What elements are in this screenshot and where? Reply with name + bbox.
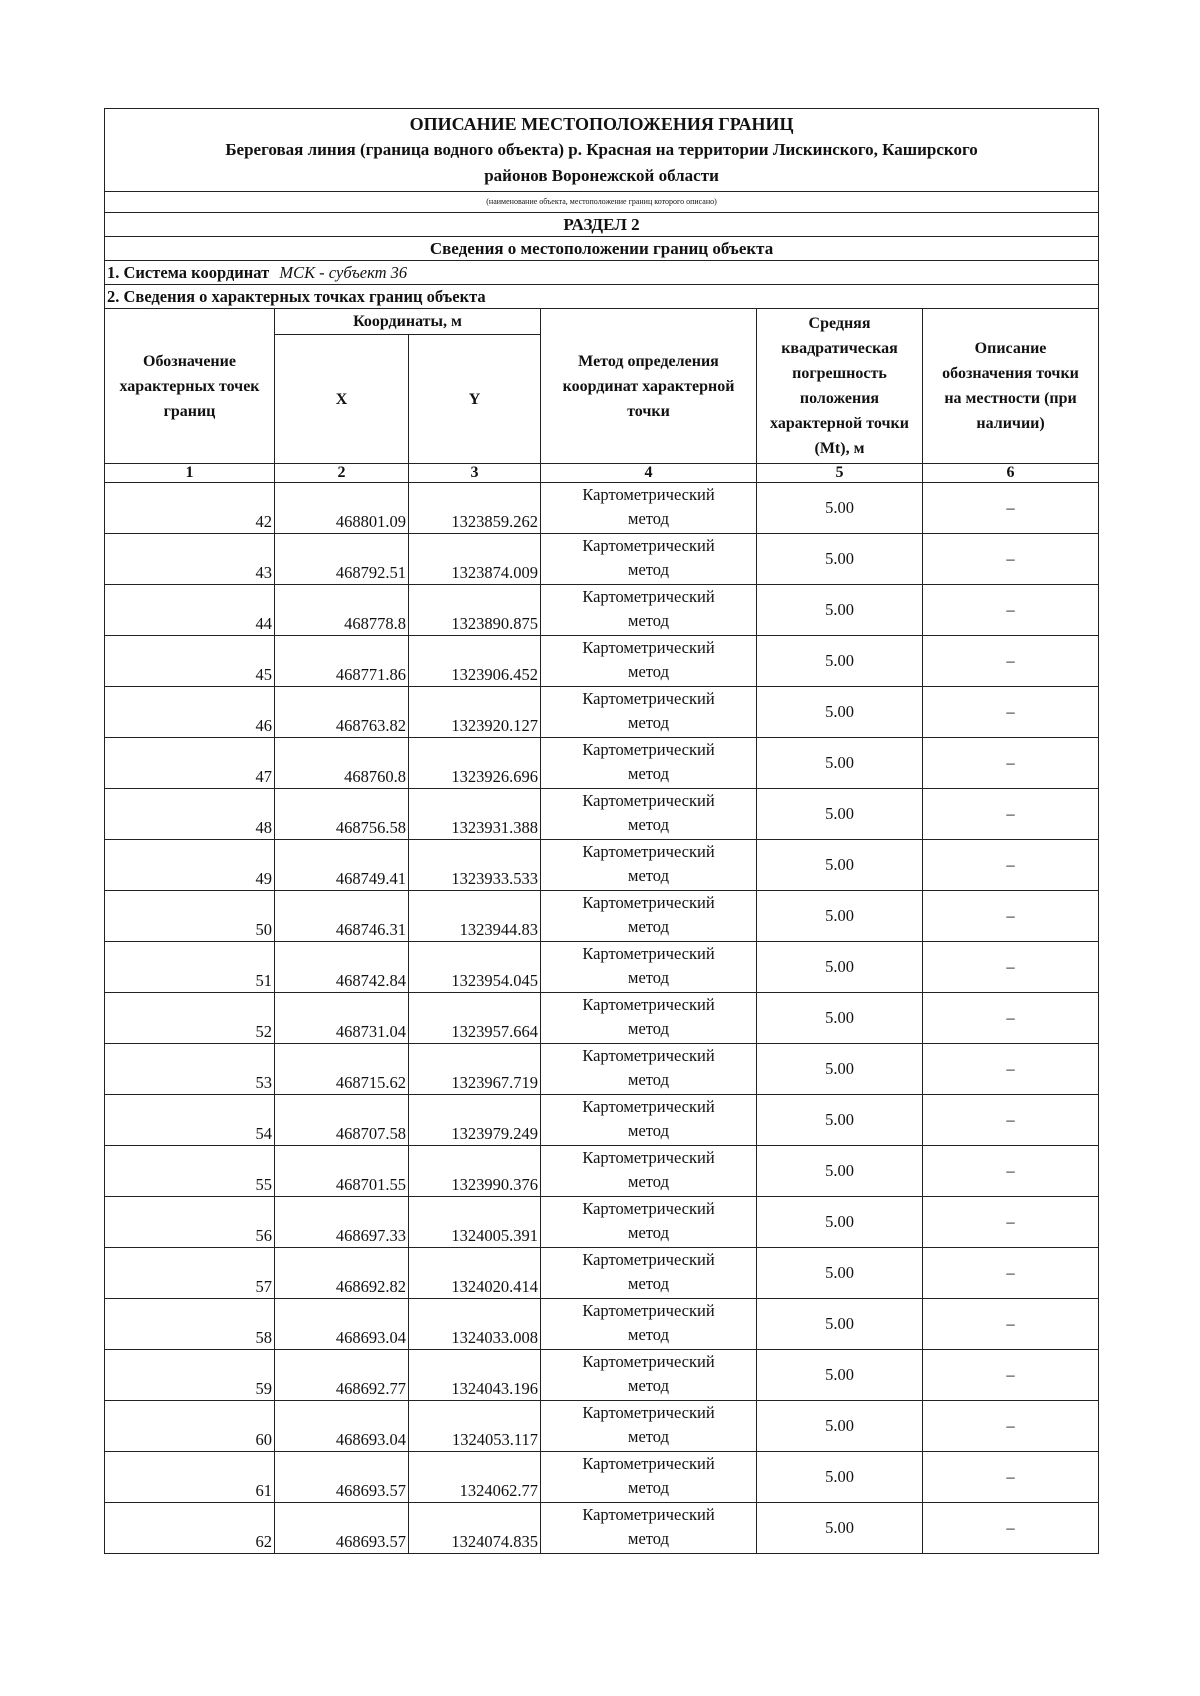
x-coordinate-cell: 468760.8 [275,738,409,789]
table-row [105,840,1099,891]
point-cell: 52 [105,993,275,1044]
boundary-description-sheet [104,108,1098,1554]
x-coordinate-cell: 468692.82 [275,1248,409,1299]
description-cell: – [923,1350,1099,1401]
col-number-2: 2 [275,464,409,483]
table-row [105,1146,1099,1197]
point-cell: 53 [105,1044,275,1095]
method-cell [541,942,757,993]
mt-cell: 5.00 [757,585,923,636]
col-header-y: Y [409,335,541,464]
x-coordinate-cell: 468749.41 [275,840,409,891]
y-coordinate-cell: 1323990.376 [409,1146,541,1197]
col-number-3: 3 [409,464,541,483]
method-cell [541,585,757,636]
object-name-line2: районов Воронежской области [484,166,719,185]
method-line1: Картометрический [582,740,715,759]
mt-cell: 5.00 [757,738,923,789]
col-header-mt: Средняя квадратическая погрешность положения характерной точки (Mt), м [757,309,923,464]
mt-cell: 5.00 [757,1044,923,1095]
method-cell [541,534,757,585]
method-cell [541,1401,757,1452]
table-row [105,1248,1099,1299]
point-cell: 49 [105,840,275,891]
table-row [105,687,1099,738]
point-cell: 59 [105,1350,275,1401]
method-line2: метод [628,866,669,885]
col-header-point: Обозначение характерных точек границ [105,309,275,464]
method-line1: Картометрический [582,1403,715,1422]
table-row [105,534,1099,585]
description-cell: – [923,1248,1099,1299]
method-line1: Картометрический [582,485,715,504]
mt-cell: 5.00 [757,1503,923,1554]
method-line2: метод [628,1478,669,1497]
description-cell: – [923,1299,1099,1350]
point-cell: 50 [105,891,275,942]
y-coordinate-cell: 1324043.196 [409,1350,541,1401]
table-row [105,1452,1099,1503]
method-line2: метод [628,1274,669,1293]
mt-cell: 5.00 [757,789,923,840]
document-title: ОПИСАНИЕ МЕСТОПОЛОЖЕНИЯ ГРАНИЦ [409,114,794,134]
y-coordinate-cell: 1323944.83 [409,891,541,942]
method-line2: метод [628,713,669,732]
point-cell: 60 [105,1401,275,1452]
col-header-desc: Описание обозначения точки на местности (при наличии) [923,309,1099,464]
mt-cell: 5.00 [757,1350,923,1401]
description-cell: – [923,534,1099,585]
method-cell [541,1146,757,1197]
method-line1: Картометрический [582,995,715,1014]
method-line2: метод [628,1529,669,1548]
method-line1: Картометрический [582,893,715,912]
method-line1: Картометрический [582,1097,715,1116]
method-cell [541,738,757,789]
description-cell: – [923,1197,1099,1248]
x-coordinate-cell: 468771.86 [275,636,409,687]
y-coordinate-cell: 1323979.249 [409,1095,541,1146]
method-line1: Картометрический [582,944,715,963]
method-line1: Картометрический [582,1352,715,1371]
x-coordinate-cell: 468693.04 [275,1299,409,1350]
col-number-5: 5 [757,464,923,483]
x-coordinate-cell: 468778.8 [275,585,409,636]
point-cell: 62 [105,1503,275,1554]
table-row [105,789,1099,840]
method-cell [541,1452,757,1503]
table-row [105,1299,1099,1350]
x-coordinate-cell: 468701.55 [275,1146,409,1197]
method-cell [541,993,757,1044]
method-line1: Картометрический [582,536,715,555]
x-coordinate-cell: 468693.57 [275,1503,409,1554]
x-coordinate-cell: 468763.82 [275,687,409,738]
method-cell [541,840,757,891]
description-cell: – [923,687,1099,738]
mt-cell: 5.00 [757,1452,923,1503]
description-cell: – [923,993,1099,1044]
method-line2: метод [628,1325,669,1344]
point-cell: 46 [105,687,275,738]
table-row [105,1197,1099,1248]
object-caption: (наименование объекта, местоположение границ которого описано) [105,192,1099,213]
description-cell: – [923,1146,1099,1197]
x-coordinate-cell: 468792.51 [275,534,409,585]
mt-cell: 5.00 [757,1146,923,1197]
y-coordinate-cell: 1323920.127 [409,687,541,738]
method-line2: метод [628,815,669,834]
y-coordinate-cell: 1323957.664 [409,993,541,1044]
description-cell: – [923,636,1099,687]
x-coordinate-cell: 468801.09 [275,483,409,534]
description-cell: – [923,1503,1099,1554]
x-coordinate-cell: 468693.57 [275,1452,409,1503]
point-cell: 55 [105,1146,275,1197]
col-header-x: X [275,335,409,464]
method-line1: Картометрический [582,1250,715,1269]
y-coordinate-cell: 1323967.719 [409,1044,541,1095]
y-coordinate-cell: 1324020.414 [409,1248,541,1299]
table-row [105,891,1099,942]
point-cell: 54 [105,1095,275,1146]
description-cell: – [923,942,1099,993]
y-coordinate-cell: 1324005.391 [409,1197,541,1248]
section-subtitle: Сведения о местоположении границ объекта [105,237,1099,261]
y-coordinate-cell: 1324062.77 [409,1452,541,1503]
x-coordinate-cell: 468731.04 [275,993,409,1044]
method-cell [541,1248,757,1299]
section-title: РАЗДЕЛ 2 [105,213,1099,237]
mt-cell: 5.00 [757,687,923,738]
method-line2: метод [628,1376,669,1395]
x-coordinate-cell: 468693.04 [275,1401,409,1452]
description-cell: – [923,840,1099,891]
y-coordinate-cell: 1324053.117 [409,1401,541,1452]
x-coordinate-cell: 468697.33 [275,1197,409,1248]
coord-system-label: 1. Система координат [107,262,270,282]
description-cell: – [923,891,1099,942]
y-coordinate-cell: 1323906.452 [409,636,541,687]
y-coordinate-cell: 1323926.696 [409,738,541,789]
coord-system-row [105,261,1099,285]
table-row [105,483,1099,534]
method-line2: метод [628,1427,669,1446]
table-row [105,1503,1099,1554]
mt-cell: 5.00 [757,840,923,891]
table-row [105,636,1099,687]
point-cell: 43 [105,534,275,585]
point-cell: 61 [105,1452,275,1503]
method-line2: метод [628,611,669,630]
x-coordinate-cell: 468692.77 [275,1350,409,1401]
description-cell: – [923,789,1099,840]
point-cell: 51 [105,942,275,993]
y-coordinate-cell: 1323890.875 [409,585,541,636]
method-line1: Картометрический [582,791,715,810]
y-coordinate-cell: 1324074.835 [409,1503,541,1554]
method-cell [541,1503,757,1554]
method-line1: Картометрический [582,1505,715,1524]
description-cell: – [923,1452,1099,1503]
mt-cell: 5.00 [757,1401,923,1452]
method-line2: метод [628,560,669,579]
method-line1: Картометрический [582,1301,715,1320]
point-cell: 58 [105,1299,275,1350]
description-cell: – [923,483,1099,534]
points-heading: 2. Сведения о характерных точках границ объекта [105,285,1099,309]
table-row [105,738,1099,789]
method-line2: метод [628,1223,669,1242]
method-cell [541,1197,757,1248]
method-line2: метод [628,1019,669,1038]
y-coordinate-cell: 1324033.008 [409,1299,541,1350]
method-cell [541,636,757,687]
boundary-table [104,108,1099,1554]
method-line1: Картометрический [582,1199,715,1218]
method-line2: метод [628,509,669,528]
method-cell [541,1350,757,1401]
mt-cell: 5.00 [757,891,923,942]
method-cell [541,483,757,534]
method-cell [541,1299,757,1350]
table-row [105,1401,1099,1452]
document-header [105,109,1099,192]
method-line2: метод [628,1172,669,1191]
col-header-coords: Координаты, м [275,309,541,335]
description-cell: – [923,585,1099,636]
method-line2: метод [628,1070,669,1089]
table-row [105,1095,1099,1146]
method-line1: Картометрический [582,638,715,657]
object-name-line1: Береговая линия (граница водного объекта) р. Красная на территории Лискинского, Каширского [225,140,978,159]
method-line1: Картометрический [582,842,715,861]
col-header-method: Метод определения координат характерной точки [541,309,757,464]
description-cell: – [923,1095,1099,1146]
method-line2: метод [628,968,669,987]
mt-cell: 5.00 [757,1197,923,1248]
mt-cell: 5.00 [757,1248,923,1299]
y-coordinate-cell: 1323954.045 [409,942,541,993]
mt-cell: 5.00 [757,993,923,1044]
point-cell: 44 [105,585,275,636]
x-coordinate-cell: 468707.58 [275,1095,409,1146]
col-number-4: 4 [541,464,757,483]
method-cell [541,1095,757,1146]
point-cell: 57 [105,1248,275,1299]
point-cell: 47 [105,738,275,789]
method-line1: Картометрический [582,1046,715,1065]
method-line2: метод [628,1121,669,1140]
method-line1: Картометрический [582,689,715,708]
point-cell: 48 [105,789,275,840]
description-cell: – [923,1044,1099,1095]
point-cell: 42 [105,483,275,534]
description-cell: – [923,738,1099,789]
method-line2: метод [628,764,669,783]
col-number-1: 1 [105,464,275,483]
method-cell [541,891,757,942]
description-cell: – [923,1401,1099,1452]
table-row [105,1350,1099,1401]
method-line1: Картометрический [582,587,715,606]
table-row [105,585,1099,636]
coord-system-value: МСК - субъект 36 [279,262,408,282]
x-coordinate-cell: 468756.58 [275,789,409,840]
x-coordinate-cell: 468746.31 [275,891,409,942]
mt-cell: 5.00 [757,1299,923,1350]
method-line1: Картометрический [582,1454,715,1473]
mt-cell: 5.00 [757,534,923,585]
x-coordinate-cell: 468742.84 [275,942,409,993]
table-row [105,942,1099,993]
method-line2: метод [628,917,669,936]
mt-cell: 5.00 [757,636,923,687]
method-line1: Картометрический [582,1148,715,1167]
y-coordinate-cell: 1323874.009 [409,534,541,585]
y-coordinate-cell: 1323931.388 [409,789,541,840]
mt-cell: 5.00 [757,942,923,993]
table-row [105,993,1099,1044]
col-number-6: 6 [923,464,1099,483]
method-line2: метод [628,662,669,681]
point-cell: 56 [105,1197,275,1248]
method-cell [541,789,757,840]
mt-cell: 5.00 [757,1095,923,1146]
y-coordinate-cell: 1323933.533 [409,840,541,891]
point-cell: 45 [105,636,275,687]
mt-cell: 5.00 [757,483,923,534]
y-coordinate-cell: 1323859.262 [409,483,541,534]
method-cell [541,687,757,738]
x-coordinate-cell: 468715.62 [275,1044,409,1095]
method-cell [541,1044,757,1095]
table-row [105,1044,1099,1095]
